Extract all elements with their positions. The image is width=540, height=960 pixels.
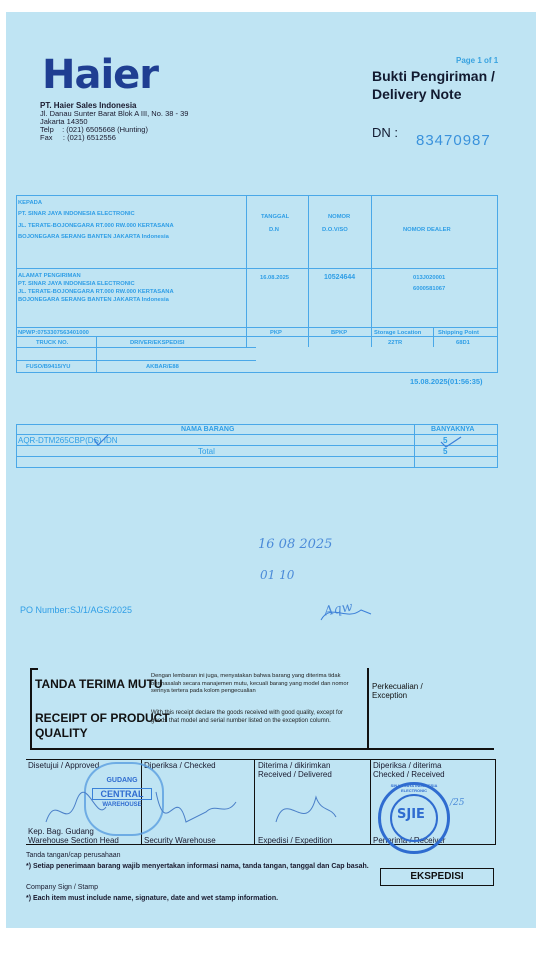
sign-label-id: Tanda tangan/cap perusahaan	[26, 852, 121, 859]
receipt-text-en: With this receipt declare the goods received with good quality, except for goods that model and serial number listed on the exception column.	[151, 710, 343, 724]
copy-label-box	[380, 868, 494, 886]
pkp-label: PKP	[270, 330, 282, 336]
item-qty: 5	[443, 436, 448, 445]
sig-delivered-label: Diterima / dikirimkan Received / Delivered	[258, 761, 332, 779]
stamp-sjie-ring: SINAR JAYA INDONESIA ELECTRONIC	[390, 783, 438, 793]
npwp: NPWP:0753307563401000	[18, 330, 89, 336]
sig-received-role: Penerima / Receiver	[373, 836, 446, 845]
stamp-gudang: GUDANG	[106, 777, 138, 784]
sign-label-en: Company Sign / Stamp	[26, 884, 98, 891]
item-name: AQR-DTM265CBP(DS) IDN	[18, 436, 118, 445]
fax-line: Fax : (021) 6512556	[40, 133, 116, 142]
exception-label-en: Exception	[372, 691, 408, 700]
note-id: *) Setiap penerimaan barang wajib menyertakan informasi nama, tanda tangan, tanggal dan Cap basah.	[26, 863, 369, 870]
kepada-address-2: BOJONEGARA SERANG BANTEN JAKARTA Indonesia	[18, 234, 169, 240]
copy-label: EKSPEDISI	[410, 871, 464, 882]
handwritten-signoff: Aqw	[322, 599, 354, 620]
title-english: Delivery Note	[372, 86, 462, 102]
print-timestamp: 15.08.2025(01:56:35)	[410, 377, 483, 386]
bpkp-label: BPKP	[331, 330, 348, 336]
document-title	[372, 67, 495, 103]
driver-value: AKBAR/E88	[146, 364, 179, 370]
nomor-label: NOMOR	[328, 214, 351, 220]
dealer-label: NOMOR DEALER	[403, 227, 451, 233]
dealer-number-1: 013J020001	[413, 275, 446, 281]
sig-approved-label: Disetujui / Approved	[28, 761, 100, 770]
total-qty: 5	[443, 447, 448, 456]
shipping-point-value: 68D1	[456, 340, 470, 346]
receipt-title-en-1: RECEIPT OF PRODUCT	[35, 711, 170, 725]
truck-value: FUSO/B9415/YU	[26, 364, 71, 370]
shipping-point-label: Shipping Point	[438, 330, 479, 336]
alamat-address-2: BOJONEGARA SERANG BANTEN JAKARTA Indonesia	[18, 297, 169, 303]
kepada-name: PT. SINAR JAYA INDONESIA ELECTRONIC	[18, 211, 135, 217]
truck-label: TRUCK NO.	[36, 340, 69, 346]
dn-label: DN :	[372, 125, 398, 140]
stamp-sjie: SJIE	[397, 807, 425, 822]
received-handwritten-mark: /25	[450, 798, 465, 808]
sig-checked-label: Diperiksa / Checked	[144, 761, 216, 770]
signoff-scribble	[316, 592, 376, 632]
driver-label: DRIVER/EKSPEDISI	[130, 340, 185, 346]
delivery-note-page	[6, 12, 536, 928]
delivery-date: 16.08.2025	[260, 275, 290, 281]
checkmark-icons	[86, 433, 486, 463]
receipt-title-id: TANDA TERIMA MUTU	[35, 677, 163, 691]
alamat-address-1: JL. TERATE-BOJONEGARA RT.000 RW.000 KERTASANA	[18, 289, 174, 295]
dn-number: 83470987	[416, 132, 491, 149]
company-address-block	[40, 102, 188, 142]
handwritten-time: 01 10	[260, 568, 295, 582]
storage-location-label: Storage Location	[374, 330, 422, 336]
phone-line: Telp : (021) 6505668 (Hunting)	[40, 125, 148, 134]
nomor-value: 10524644	[324, 274, 356, 281]
nomor-sub: D.O.V/SO	[322, 227, 348, 233]
address-line-1: Jl. Danau Sunter Barat Blok A III, No. 38 - 39	[40, 109, 189, 118]
sig-approved-role: Kep. Bag. Gudang Warehouse Section Head	[28, 827, 119, 845]
receipt-title-en-2: QUALITY	[35, 726, 88, 740]
note-en: *) Each item must include name, signature, date and wet stamp information.	[26, 895, 279, 902]
company-name: PT. Haier Sales Indonesia	[40, 101, 137, 110]
handwritten-date: 16 08 2025	[258, 537, 333, 552]
total-label: Total	[198, 447, 215, 456]
col-banyaknya: BANYAKNYA	[431, 426, 475, 433]
sig-checked-role: Security Warehouse	[144, 836, 216, 845]
storage-location-value: 22TR	[388, 340, 403, 346]
tanggal-label: TANGGAL	[261, 214, 290, 220]
col-nama-barang: NAMA BARANG	[181, 426, 235, 433]
kepada-address-1: JL. TERATE-BOJONEGARA RT.000 RW.000 KERTASANA	[18, 223, 174, 229]
stamp-warehouse: WAREHOUSE	[102, 802, 142, 808]
stamp-central: CENTRAL	[92, 788, 152, 800]
sig-received-label: Diperiksa / diterima Checked / Received	[373, 761, 445, 779]
title-indonesian: Bukti Pengiriman /	[372, 68, 495, 84]
exception-label: Perkecualian /	[372, 682, 423, 691]
haier-logo: Haier	[42, 52, 159, 98]
alamat-name: PT. SINAR JAYA INDONESIA ELECTRONIC	[18, 281, 135, 287]
tanggal-sub: D.N	[269, 227, 279, 233]
address-line-2: Jakarta 14350	[40, 117, 88, 126]
alamat-label: ALAMAT PENGIRIMAN	[18, 273, 81, 279]
dealer-number-2: 6000581067	[413, 286, 446, 292]
page-number: Page 1 of 1	[456, 56, 499, 65]
po-number: PO Number:SJ/1/AGS/2025	[20, 605, 133, 615]
signature-scribbles	[36, 782, 366, 842]
receipt-text-id: Dengan lembaran ini juga, menyatakan bahwa barang yang diterima tidak bermasalah secara manajemen mutu, kecuali barang yang model dan nomor serinya tertera pada kolom pengecualian	[151, 673, 349, 694]
kepada-label: KEPADA	[18, 200, 43, 206]
sig-delivered-role: Expedisi / Expedition	[258, 836, 333, 845]
